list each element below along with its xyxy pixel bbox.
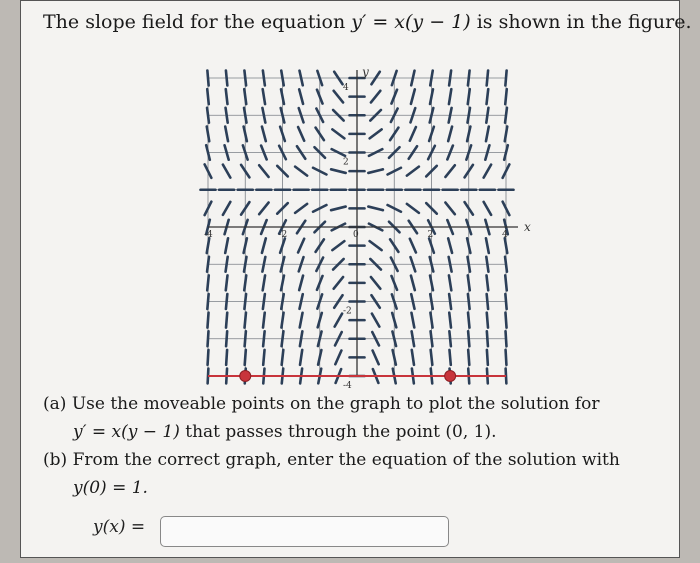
slope-segment xyxy=(207,89,208,104)
slope-segment xyxy=(244,294,246,309)
slope-segment xyxy=(262,127,266,141)
slope-segment xyxy=(244,275,246,290)
question-a-equation: y′ = x(y − 1) xyxy=(73,422,180,442)
slope-segment xyxy=(244,257,246,272)
slope-segment xyxy=(505,294,506,309)
slope-segment xyxy=(411,294,414,309)
slope-segment xyxy=(298,239,304,253)
slope-segment xyxy=(263,294,265,309)
question-a-line2 xyxy=(73,422,496,442)
question-b-line1: From the correct graph, enter the equation of the solution with xyxy=(72,450,620,470)
x-tick-label: 0 xyxy=(353,230,359,240)
slope-segment xyxy=(299,276,303,290)
y-tick-label: -2 xyxy=(343,306,352,317)
slope-segment xyxy=(281,89,284,104)
slope-segment xyxy=(281,276,284,291)
slope-segment xyxy=(487,294,488,309)
slope-segment xyxy=(281,71,283,86)
slope-segment xyxy=(430,294,432,309)
axis-labels xyxy=(204,65,531,391)
question-a-point: (0, 1). xyxy=(445,422,497,442)
slope-segment xyxy=(298,127,304,141)
slope-segment xyxy=(468,257,470,272)
slope-segment xyxy=(259,165,268,177)
slope-segment xyxy=(505,126,507,141)
slope-segment xyxy=(226,313,227,328)
slope-segment xyxy=(299,294,302,309)
slope-segment xyxy=(411,276,415,290)
slope-segment xyxy=(505,313,506,328)
slope-segment xyxy=(504,145,508,160)
x-tick-label: -4 xyxy=(204,230,213,240)
slope-segment xyxy=(244,89,246,104)
slope-segment xyxy=(468,71,470,86)
slope-segment xyxy=(263,331,264,346)
slope-segment xyxy=(445,203,454,215)
slope-segment xyxy=(244,238,247,253)
slope-segment xyxy=(368,169,383,173)
slope-segment xyxy=(484,202,491,215)
slope-segment xyxy=(430,89,433,104)
slope-segment xyxy=(431,350,433,365)
slope-segment xyxy=(223,165,230,178)
question-a xyxy=(43,394,600,414)
slope-segment xyxy=(448,127,452,141)
slope-segment xyxy=(430,257,434,272)
slope-segment xyxy=(449,350,450,365)
slope-segment xyxy=(263,350,264,365)
slope-segment xyxy=(505,108,507,123)
slope-segment xyxy=(335,351,341,365)
slope-segment xyxy=(226,331,227,346)
slope-segment xyxy=(295,204,307,213)
slope-segment xyxy=(505,89,506,104)
slope-segment xyxy=(449,313,451,328)
slope-segment xyxy=(487,71,488,86)
slope-segment xyxy=(244,71,246,86)
slope-segment xyxy=(468,89,470,104)
slope-segment xyxy=(411,71,414,86)
slope-segment xyxy=(407,167,419,176)
slope-segment xyxy=(449,71,451,86)
slope-segment xyxy=(300,313,303,328)
slope-segment xyxy=(262,257,265,272)
slope-segment xyxy=(407,204,419,213)
slope-segment xyxy=(486,238,489,253)
slope-segment xyxy=(392,331,396,346)
question-a-line1: Use the moveable points on the graph to plot the solution for xyxy=(71,394,600,414)
slope-segment xyxy=(486,257,488,272)
slope-segment xyxy=(226,108,228,123)
slope-segment xyxy=(207,126,209,141)
slope-field-graph[interactable] xyxy=(41,1,681,396)
slope-segment xyxy=(430,71,432,86)
x-tick-label: 2 xyxy=(427,230,434,240)
slope-segment xyxy=(206,145,210,160)
slope-segment xyxy=(334,91,343,103)
slope-segment xyxy=(244,127,247,142)
slope-segment xyxy=(468,294,470,309)
answer-input[interactable] xyxy=(160,516,449,547)
y-axis-label: y xyxy=(362,65,369,79)
slope-segment xyxy=(207,71,208,86)
slope-segment xyxy=(207,238,209,253)
slope-segment xyxy=(468,331,469,346)
slope-segment xyxy=(430,313,432,328)
question-b-line2 xyxy=(73,478,148,498)
slope-segment xyxy=(207,294,208,309)
slope-segment xyxy=(484,165,491,178)
slope-segment xyxy=(282,331,284,346)
question-card xyxy=(20,0,692,558)
slope-segment xyxy=(263,89,265,104)
slope-segment xyxy=(300,331,302,346)
slope-segment xyxy=(281,108,285,123)
slope-segment xyxy=(487,313,488,328)
slope-segment xyxy=(263,313,265,328)
slope-segment xyxy=(262,108,265,123)
slope-segment xyxy=(449,108,452,123)
slope-segment xyxy=(449,294,451,309)
title-equation: y′ = x(y − 1) xyxy=(351,11,471,33)
slope-segment xyxy=(262,238,266,252)
slope-segment xyxy=(410,127,416,141)
y-tick-label: 4 xyxy=(343,83,349,93)
slope-segment xyxy=(371,91,380,103)
slope-segment xyxy=(245,331,246,346)
slope-segment xyxy=(208,350,209,365)
slope-segment xyxy=(263,275,265,290)
slope-segment xyxy=(505,257,507,272)
slope-segment xyxy=(393,350,396,365)
slope-segment xyxy=(486,108,488,123)
slope-segment xyxy=(331,169,346,173)
slope-segment xyxy=(410,239,416,253)
slope-segment xyxy=(318,350,321,365)
x-axis-label: x xyxy=(524,220,531,234)
question-a-text: that passes through the point xyxy=(179,422,446,442)
slope-segment xyxy=(259,203,268,215)
slope-segment xyxy=(370,241,382,250)
question-b-condition: y(0) = 1. xyxy=(73,478,148,498)
slope-segment xyxy=(207,108,209,123)
slope-segment xyxy=(281,294,283,309)
slope-segment xyxy=(505,238,507,253)
slope-segment xyxy=(368,207,383,211)
slope-segment xyxy=(331,207,346,211)
title-lead: The slope field for the equation xyxy=(43,11,352,33)
point-right[interactable] xyxy=(445,371,456,382)
slope-segment xyxy=(448,238,452,252)
slope-segment xyxy=(506,350,507,365)
slope-segment xyxy=(468,108,470,123)
slope-segment xyxy=(225,127,228,142)
slope-segment xyxy=(411,313,414,328)
slope-segment xyxy=(412,331,414,346)
slope-segment xyxy=(208,331,209,346)
slope-segment xyxy=(300,350,302,365)
slope-segment xyxy=(506,331,507,346)
y-tick-label: -4 xyxy=(343,381,352,391)
question-a-label: (a) xyxy=(43,394,67,414)
slope-segment xyxy=(332,129,344,138)
slope-segment xyxy=(449,257,452,272)
slope-segment xyxy=(468,275,470,290)
slope-segment xyxy=(226,350,227,365)
slope-segment xyxy=(449,331,450,346)
slope-segment xyxy=(334,277,343,289)
point-left[interactable] xyxy=(240,371,251,382)
slope-segment xyxy=(487,350,488,365)
slope-segment xyxy=(226,275,228,290)
x-tick-label: 4 xyxy=(502,230,508,240)
slope-segment xyxy=(505,71,506,86)
slope-segment xyxy=(226,257,228,272)
slope-segment xyxy=(223,202,230,215)
slope-segment xyxy=(505,275,506,290)
slope-segment xyxy=(411,89,415,103)
slope-segment xyxy=(430,276,433,291)
slope-segment xyxy=(449,89,451,104)
slope-segment xyxy=(335,314,342,327)
slope-segment xyxy=(467,238,470,253)
slope-segment xyxy=(468,350,469,365)
slope-segment xyxy=(263,71,265,86)
slope-segment xyxy=(245,313,246,328)
slope-segment xyxy=(332,241,344,250)
slope-segment xyxy=(207,257,209,272)
answer-label: y(x) = xyxy=(93,517,146,537)
slope-segment xyxy=(225,238,228,253)
slope-segment xyxy=(318,331,322,346)
slope-segment xyxy=(431,331,433,346)
x-tick-label: -2 xyxy=(278,230,288,240)
slope-segment xyxy=(487,275,489,290)
slope-segment xyxy=(372,314,379,327)
slope-segment xyxy=(226,71,227,86)
slope-segment xyxy=(244,108,246,123)
slope-segment xyxy=(487,331,488,346)
slope-segment xyxy=(295,167,307,176)
y-tick-label: 2 xyxy=(343,157,349,168)
question-b xyxy=(43,450,620,470)
slope-segment xyxy=(282,350,284,365)
title-tail: is shown in the figure. xyxy=(470,11,692,33)
slope-segment xyxy=(299,71,302,86)
slope-segment xyxy=(373,351,379,365)
slope-segment xyxy=(412,350,414,365)
slope-segment xyxy=(468,313,469,328)
slope-segment xyxy=(445,165,454,177)
slope-segment xyxy=(299,89,303,103)
slope-segment xyxy=(371,277,380,289)
slope-segment xyxy=(487,89,489,104)
slope-segment xyxy=(207,313,208,328)
slope-segment xyxy=(486,127,489,142)
slope-segment xyxy=(467,127,470,142)
slope-segment xyxy=(226,294,227,309)
slope-segment xyxy=(207,275,208,290)
slope-segment xyxy=(245,350,246,365)
slope-segment xyxy=(281,257,285,272)
slope-segment xyxy=(226,89,228,104)
slope-segment xyxy=(370,129,382,138)
slope-segment xyxy=(281,313,283,328)
slope-segment xyxy=(449,275,451,290)
question-b-label: (b) xyxy=(43,450,68,470)
slope-segment xyxy=(430,108,434,123)
